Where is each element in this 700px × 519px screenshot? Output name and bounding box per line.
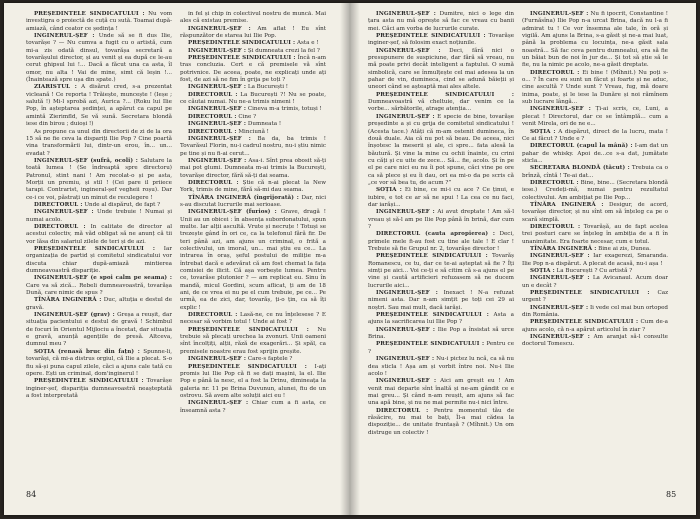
speaker-name: INGINERUL-ȘEF : [376, 326, 436, 333]
dialogue-text: Știe că n-ai plecat la New York, trimis de mine, fără să-mi dau seama. [180, 179, 326, 194]
dialogue-paragraph [368, 209, 514, 231]
dialogue-paragraph [180, 84, 326, 91]
dialogue-paragraph [180, 26, 326, 41]
dialogue-paragraph [26, 11, 172, 33]
left-page-column-1 [26, 11, 172, 479]
dialogue-paragraph [368, 327, 514, 342]
dialogue-paragraph [368, 11, 514, 33]
dialogue-text: Am aranjat să-l consulte doctorul Tomescu. [522, 334, 668, 348]
speaker-name: INGINERUL-ȘEF : [376, 356, 435, 363]
dialogue-text: I-am dat un pahar de whisky. Apoi de...ce s-a dat, jumătate sticla... [522, 143, 668, 164]
dialogue-text: In calitate de director al acestui colectiv, mă văd obligat să ne anunț că tii vor lăsa din salariul zilele de teri și de azi. [26, 223, 172, 245]
speaker-name: PREȘEDINTELE SINDICATULUI : [188, 55, 296, 62]
dialogue-paragraph [180, 400, 326, 415]
dialogue-paragraph [180, 364, 326, 401]
dialogue-text: Pentru momentul tău de răsăcire, nu mai te bați, Îl-a mai cădea la dispoziție... de unitate fruntașă ? (Mîhnit.) Un om distruge un colectiv ! [368, 407, 514, 436]
dialogue-paragraph [26, 33, 172, 84]
dialogue-paragraph [522, 129, 668, 144]
dialogue-paragraph [26, 275, 172, 297]
dialogue-paragraph [180, 48, 326, 55]
speaker-name: INGINERUL-ȘEF : [188, 84, 247, 91]
dialogue-text: Grave, dragă ! Unii au un obicei : în absența subordonatului, spun multe. Iar alții ascultă. Vrute și necruțe ! Totuși se trezește gând în ori ce, ca la telefonul fără fir. De teri până azi, am ajuns un criminal, o frită a colectivului, un imoral, un... mai știu eu ce... La intrarea în oraș, șeful postului de miliție m-a întrebat dacă e adevărat că am fost chemat la fața comisiei de ilicit. Că așa vorbește lumea. Pentru ce, tovarăse plutonier ? — am replicat eu. Sinu în mandă, micul Gordini, scum aflicat, ți am de 18 ani, de ce vrea ei nu pe el cum trebuie, pe ce... Pe urmă, ea de zici, dar, tovarăș, ți-o țin, ca să îți explic ! [180, 209, 326, 311]
dialogue-text: Asta a ajuns la sacrificarea lui Ilie Pop ? [368, 312, 514, 326]
dialogue-paragraph [26, 129, 172, 158]
dialogue-paragraph [368, 114, 514, 187]
left-page-column-2 [180, 11, 326, 479]
dialogue-paragraph [522, 202, 668, 224]
speaker-name: DIRECTORUL : [188, 128, 237, 135]
dialogue-text: Ilie Pop a însistat să urce Brina. [368, 326, 514, 341]
dialogue-paragraph [180, 92, 326, 107]
dialogue-text: Încă n-am tras concluzia. Cert e că premisele vă sînt potrivnice. De aceea, poate, ne explicați unde ați fost, de azi să ne fim în grija pe toți ? [180, 55, 326, 84]
dialogue-text: Ii vede cel mai bun ortoped din România. [522, 304, 668, 319]
dialogue-paragraph [522, 319, 668, 334]
speaker-name: INGINERUL-ȘEF : [530, 334, 590, 341]
dialogue-paragraph [368, 356, 514, 378]
dialogue-text: Bine ai zis, Dunea. [598, 246, 651, 252]
speaker-name: TÎNĂRA INGINERĂ : [530, 201, 604, 208]
speaker-name: DIRECTORUL : [188, 312, 238, 319]
dialogue-paragraph [522, 180, 668, 202]
right-page [350, 3, 696, 515]
page-number-left: 84 [26, 490, 37, 499]
speaker-name: INGINERUL-ȘEF : [34, 209, 94, 216]
speaker-name: DIRECTORUL : [188, 179, 239, 186]
dialogue-text: Care-s faptele ? [247, 356, 293, 363]
dialogue-text: Tovarășe inginer-șef, să folosim exact noțiunile. [368, 33, 514, 47]
dialogue-text: Aici am greșit eu ! Am venit mai departe sînt înaltă și ne-am gândit ce e mai greu... Și când n-am reușit, am ajuns să fac una apă bine, și nu ne mai permite nu-i nici între. [368, 378, 514, 407]
speaker-name: INGINERUL-ȘEF : [376, 209, 435, 216]
dialogue-paragraph [180, 40, 326, 47]
speaker-name: SOȚIA : [530, 268, 555, 275]
dialogue-text: Greșa a reușit, dar situația pacientului e destul de gravă ! Schimbul de focuri în Orientul Mijlociu a încetat, dar situația e gravă, anunță agențiile de presă. Altceva, dumnul meu ? [26, 312, 172, 348]
speaker-name: INGINERUL-ȘEF (furios) : [188, 209, 277, 216]
dialogue-text: Nu vom investigra o proiectă de cuță cu sută. Toamai după-amiază, când ceator ce ședința ! [26, 11, 172, 32]
speaker-name: INGINERUL-ȘEF : [188, 47, 247, 54]
dialogue-text: Inexact ! N-a refuzat nimeni asta. Dar n-am simțit pe toți cei 29 ai noștri. Sau mai mult, dacă iarăși. [368, 290, 514, 311]
dialogue-text: Ei bine ! (Mîhnit.) Nu poți s-o... ? În care eu sunt un făcut și foarte și ne aduc, cine ascultă ? Unde sunt ? Vreau, fug, mă doare inima, poate, și le iese la Dunăre și noi rămînem sub lucrare lângă... [522, 69, 668, 106]
speaker-name: DIRECTORUL : [530, 179, 579, 186]
dialogue-paragraph [522, 246, 668, 253]
speaker-name: INGINERUL-ȘEF : [188, 400, 249, 407]
dialogue-text: Cine ? [238, 113, 257, 120]
dialogue-text: La București ! [247, 84, 289, 91]
speaker-name: ZIARISTUL : [34, 84, 77, 91]
dialogue-paragraph [522, 305, 668, 320]
speaker-name: INGINERUL-ȘEF : [530, 275, 590, 282]
speaker-name: INGINERUL-ȘEF (sufră, ocoli) : [34, 157, 138, 164]
dialogue-text: Unde să se fi dus Ilie, tovarășe ? — Nu cumva a fugit cu o artistă, cum mi-a zis odată dinsul, tovarășa secretară a tovarășului director, și au venit și ea după ce le-au cerut ghipsul lui !... Dacă a făcut una ca asta, îl omor, nu alta ! Vai de mine, simt că leșin !... (Înaintează spre ușa din spate.) [26, 33, 172, 84]
dialogue-paragraph [522, 224, 668, 246]
dialogue-paragraph [26, 349, 172, 378]
dialogue-text: La București ?! Nu se poate, ce căutai numai. Nu ne-a trimis nimeni ! [180, 91, 326, 106]
dialogue-paragraph [26, 378, 172, 400]
dialogue-paragraph [522, 290, 668, 305]
speaker-name: PREȘEDINTELE SINDICATULUI : [34, 11, 145, 17]
speaker-name: PREȘEDINTELE SINDICATULUI : [530, 290, 650, 297]
dialogue-text: Iar organizația de partid și comitetul sindicatului vor discuta chiar după-amiază mintierea dumneavoastră dispariție. [26, 246, 172, 275]
speaker-name: DIRECTORUL : [34, 201, 83, 208]
dialogue-text: A disărut cred, s-a prezentat vicleană ! Ce reporta ! Trăiește, muncește ! (Ieșe ; salută !) Mi-l sprobă azi, Aurica ?... (Roku lui Ilie Pop, în așteptarea ședinței, a apărut ca capul pe amintă Zierimfld, Se vă sună. Secretara blondă iese din birou ; duioși !) [26, 84, 172, 128]
dialogue-text: Deci, fără nici o presupunere de suspiciune, dar fără să vreau, nu mă poate privi decât inteligent a faptului. O sumă simbolică, care se înmulțește cel mai adesea la un pahar de vin, dumineca, cind se adună băieții și uneori când se așteaptă mai ales altele. [368, 47, 514, 91]
dialogue-paragraph [180, 195, 326, 210]
speaker-name: TÎNĂRA INGINERĂ : [530, 246, 597, 252]
dialogue-text: Nu-i pictez lu ncă, ca să nu dea sticla ! Așa am și vorbit între noi. Nu-i Ilie acolo ! [368, 356, 514, 377]
dialogue-paragraph [522, 11, 668, 70]
dialogue-text: Dumneavoastră vă cheltuie, dar venim ce la vorbe... sărbătorile, atrage atenția... [368, 99, 514, 113]
speaker-name: DIRECTORUL : [376, 407, 429, 414]
dialogue-text: Asta e ! [296, 40, 319, 47]
speaker-name: TÎNĂRA INGINERĂ (îngrijorată) : [188, 194, 299, 201]
speaker-name: INGINERUL-ȘEF : [188, 121, 247, 128]
speaker-name: PREȘEDINTELE SINDICATULUI : [376, 91, 514, 98]
page-number-right: 85 [666, 490, 677, 499]
dialogue-paragraph [522, 143, 668, 165]
speaker-name: INGINERUL-ȘEF (grav) : [34, 312, 115, 319]
dialogue-text: Și dumneata crezi la fel ? [247, 47, 320, 54]
speaker-name: SOȚIA (renasă bruc din fațn) : [34, 348, 140, 355]
dialogue-text: Am aflat ! Eu sînt răspunzător de starea lui Ilie Pop. [180, 25, 326, 40]
dialogue-text: Nu fi ipocrit, Constantine ! (Furnăsîna) Ilie Pop n-a urcat Brina, dacă nu l-a fi admirat tu ! Ce vor însemna ale tale, în oră și vigilă. Am ajuns la Brina, s-a găsit și ne-a mai luat, până la problema cu locuința, ne-a găsit sala noastră... Să fac ceva pentru dumnealui, era să fie un băiat bun de noi în jur de... Și tot să știe să le fie, nu la nimic pe acolo, ne-a găsit dreptate. [522, 11, 668, 69]
dialogue-text: Bine, bine... (Secretara blondă iese.) Credeți-mă, numai pentru rezultatul colectivului. Am ambițiat pe Ilie Pop... [522, 179, 668, 201]
dialogue-paragraph [368, 378, 514, 407]
dialogue-paragraph [368, 187, 514, 209]
speaker-name: INGINERUL-ȘEF : [376, 113, 435, 120]
speaker-name: INGINERUL-ȘEF (e spoi calm pe seama) : [34, 275, 172, 282]
speaker-name: INGINERUL-ȘEF : [188, 25, 251, 32]
dialogue-text: Minciună ! [238, 128, 269, 135]
dialogue-paragraph [522, 165, 668, 180]
dialogue-paragraph [26, 224, 172, 246]
dialogue-paragraph [368, 341, 514, 356]
dialogue-paragraph [180, 158, 326, 180]
dialogue-paragraph [180, 114, 326, 121]
speaker-name: TÎNĂRA INGINERĂ : [34, 297, 102, 304]
dialogue-text: Chiar cum a fi asta, ce înseamnă asta ? [180, 400, 326, 414]
dialogue-paragraph [368, 48, 514, 92]
dialogue-paragraph [26, 312, 172, 349]
speaker-name: PREȘEDINTELE SINDICATULUI : [188, 363, 307, 370]
book-spread [4, 3, 696, 515]
dialogue-paragraph [368, 312, 514, 327]
speaker-name: DIRECTORUL (cauta apropierea) : [376, 231, 496, 238]
dialogue-text: Deci, primele mele fi-au fost cu tine ale tale ! E clar ! Trebuie să fie Grupul nr. 2, tovarășe director ! [368, 231, 514, 252]
speaker-name: SECRETARA BLONDĂ (tăcut) : [530, 165, 630, 172]
speaker-name: PREȘEDINTELE SINDICATULUI : [376, 341, 485, 348]
dialogue-text: Ei bine, ce mi-i cu ace ? Ce ținui, e iubire, e tot ce ar să ne spui ! La cea ce nu faci, dar iarăși... [368, 187, 514, 208]
dialogue-paragraph [26, 202, 172, 209]
speaker-name: INGINERUL-ȘEF : [188, 106, 247, 113]
dialogue-paragraph [180, 327, 326, 356]
speaker-name: PREȘEDINTELE SINDICATULUI : [188, 326, 309, 333]
dialogue-text: Lasă-ne, ce nu înțelesese ? E necesar să vorbim totul ! Unde ai fost ? [180, 312, 326, 326]
dialogue-text: Dar, nici s-au discutat lucrurile mai serioase. [180, 194, 326, 208]
dialogue-paragraph [522, 106, 668, 128]
dialogue-text: Salutare la toată lumea ! (Se îndreaptă spre directoru) Patronul, stint nani ! Am recolat-o și pe asta, Morții un premiu, și stil ! (Cei pare il priiece tarapi. Contrarist, ingineral-șef vegheii roșu). Dar ce-i ce voi, păstrați un minut de reculegere ! [26, 157, 172, 201]
dialogue-text: E specie de bine, tovarășe președinte a și cu grija de comitetul sindicatului ! (Acesta tace.) Atâți că m-am ostenit dumineca, în două duale. Aia că nu pot să beau. De aceea, nici înșotesc la meserii și ale, ci spre... fata alesă la băutură. Și vine la mine cu ochii înainte, cu crini cu căți și cu uite de zece... Să... fie, acolo. Și în pe el pe care nici eu nu îi pot spune, căci vine pe ore ca să plece și eu îi dau, ori ea mi-o da pe scris că „ce vor să bea tu, de acum ?” [368, 113, 514, 186]
dialogue-text: La București ? Cu artistă ? [556, 268, 633, 275]
dialogue-paragraph [180, 11, 326, 26]
speaker-name: SOȚIA : [376, 187, 402, 194]
speaker-name: INGINERUL-ȘEF : [188, 356, 247, 363]
speaker-name: INGINERUL-ȘEF : [530, 106, 591, 113]
dialogue-paragraph [368, 290, 514, 312]
speaker-name: PREȘEDINTELE SINDICATULUI : [530, 319, 639, 326]
dialogue-paragraph [26, 209, 172, 224]
dialogue-text: As propune ca unul din directorii de zi de la ora 15 să ne fie ceva la dispariți Ilie Pop ? Cine poartă vina transformării lui, dintr-un erou, în... un... evadat ? [26, 128, 172, 157]
dialogue-paragraph [368, 408, 514, 437]
dialogue-text: Tovarășă, au de fapt acelea trei posturi care se înțeleg în ambiția de a fi în unanimitate. Era foarte necesar, cum e totul. [522, 223, 668, 245]
dialogue-paragraph [522, 268, 668, 275]
dialogue-text: I-ați promis lui Ilie Pop că fi se dați mașini, la el. Ilie Pop e până la nesc, el a fost la Drinu, dimineața la galeria nr. 11 pe Brina Duvunun, alunei, fiu de un ostrovu. Să avem alte soluții aici eu ! [180, 363, 326, 399]
dialogue-paragraph [522, 275, 668, 290]
speaker-name: INGINERUL-ȘEF : [188, 135, 251, 142]
dialogue-text: Ba da, ba trimis ! Tovarăsul Florin, nu-i cadrul nostru, nu-i știu nimic pe tine și nu fi-ai cerut... [180, 135, 326, 157]
speaker-name: INGINERUL-ȘEF : [376, 47, 441, 54]
dialogue-paragraph [180, 180, 326, 195]
dialogue-paragraph [180, 209, 326, 312]
dialogue-paragraph [180, 136, 326, 158]
dialogue-text: Tovarăș Romanescu, ce tu, dar ce te-ai așteptat să fie ? Îți simți pe aici... Voi ce-ți e să citim că s-a ajuns el pe vine și caută artificieri refuzasem să ne ducem lucrurile aici... [368, 253, 514, 289]
dialogue-text: Trebuia ca o brînză, cîntă ! Te-ai dat... [522, 165, 668, 179]
right-page-column-2 [522, 11, 668, 479]
speaker-name: INGINERUL-ȘEF : [376, 378, 437, 385]
speaker-name: DIRECTORUL : [530, 69, 580, 76]
dialogue-paragraph [522, 253, 668, 268]
dialogue-text: La Avicanaul. Acum doar un e decât ? [522, 275, 668, 289]
speaker-name: PREȘEDINTELE SINDICATULUI : [376, 253, 488, 260]
dialogue-paragraph [26, 158, 172, 202]
dialogue-paragraph [522, 334, 668, 349]
dialogue-text: Care va să zică... Rebeli dumneavoastră, tovarășa Dună, care nimic de spus ? [26, 282, 172, 297]
speaker-name: DIRECTORUL : [188, 91, 238, 98]
speaker-name: PREȘEDINTELE SINDICATULUI : [34, 378, 144, 385]
dialogue-paragraph [368, 33, 514, 48]
dialogue-paragraph [180, 121, 326, 128]
dialogue-paragraph [368, 253, 514, 290]
speaker-name: INGINERUL-ȘEF : [34, 33, 95, 40]
speaker-name: DIRECTORUL : [34, 223, 86, 230]
dialogue-paragraph [26, 246, 172, 275]
speaker-name: INGINERUL-ȘEF : [188, 157, 247, 164]
dialogue-paragraph [522, 70, 668, 107]
dialogue-paragraph [368, 92, 514, 114]
dialogue-text: Dumitre, nici o lege din țara asta nu mă oprește să fac ce vreau cu banii mei. Căci am vorba de lucrurile curate. [368, 11, 514, 32]
dialogue-text: în fel și chip în colectivul nostru de muncă. Mai ales că existau premise. [180, 11, 326, 25]
speaker-name: DIRECTORUL (capul la mână) : [530, 143, 633, 150]
speaker-name: INGINERUL-ȘEF : [530, 11, 589, 17]
speaker-name: INGINERUL-ȘEF : [530, 253, 590, 260]
dialogue-paragraph [180, 356, 326, 363]
dialogue-text: Nu trebuie să plecați urechea la zvonuri. Unii oameni sînt încolțiți, alții, răză de exagerări... Și spăl, ca premisele noastre erau fost sprijin greșite. [180, 326, 326, 355]
dialogue-paragraph [180, 55, 326, 84]
dialogue-text: Duc, altuția e destul de gravă. [26, 297, 172, 311]
speaker-name: PREȘEDINTELE SINDICATULUI : [376, 312, 489, 319]
speaker-name: SOȚIA : [530, 128, 556, 135]
dialogue-text: Unde trebuie ! Numai și numai acolo. [26, 209, 172, 223]
speaker-name: DIRECTORUL : [530, 223, 581, 230]
dialogue-text: Spunne-li, tovarăși, că mi-a distrus orgiul, că Ilie a plecat. S-o fiu să-și puna capul zilele, căci a ajuns cale tată cu opere. Ești un criminal, dom'inginerul ! [26, 348, 172, 377]
dialogue-text: Dumneata ! [247, 121, 282, 128]
left-page [4, 3, 350, 515]
speaker-name: INGINERUL-ȘEF : [376, 290, 438, 297]
dialogue-paragraph [26, 297, 172, 312]
dialogue-text: Iar exagerezi, Smaranda. Ilie Pop n-a dispărut. A plecat de acasă, nu-i așa ! [522, 253, 668, 267]
dialogue-paragraph [180, 129, 326, 136]
dialogue-text: A dispărut, direct de la lucru, mata ! Ce ai făcut ? Unde e ? [522, 128, 668, 142]
speaker-name: DIRECTORUL : [188, 113, 237, 120]
dialogue-paragraph [180, 312, 326, 327]
dialogue-text: Unde al dispărut, de fapt ? [84, 201, 161, 208]
dialogue-text: Ți-ai scris, ce, Luni, a plecat ! Directorul, dar ce se întâmplă... cum a venit Mirela, ori de ne e... [522, 106, 668, 128]
dialogue-text: Cineva m-a trimis, totuși ! [247, 106, 322, 113]
dialogue-paragraph [368, 231, 514, 253]
dialogue-paragraph [180, 106, 326, 113]
dialogue-text: Cum de-a ajuns acolo, că n-a apărut articolul în ziar ? [522, 319, 668, 333]
dialogue-paragraph [26, 84, 172, 128]
dialogue-text: Pentru ce ? [368, 341, 514, 355]
dialogue-text: Desigur, de acord, tovarășe director, și nu sînt om să înțeleg ca pe o scară simplă. [522, 201, 668, 223]
dialogue-text: Caz urgent ? [522, 290, 668, 304]
dialogue-text: Ai avut dreptate ! Am să-l vreau și să-l am pe Ilie Pop până în brină, dar cum ? [368, 209, 514, 230]
speaker-name: INGINERUL-ȘEF : [530, 304, 589, 311]
speaker-name: PREȘEDINTELE SINDICATULUI : [376, 33, 486, 40]
speaker-name: PREȘEDINTELE SINDICATULUI : [34, 246, 156, 252]
speaker-name: PREȘEDINTELE SINDICATULUI : [188, 40, 296, 47]
speaker-name: INGINERUL-ȘEF : [376, 11, 436, 17]
right-page-column-1 [368, 11, 514, 479]
dialogue-text: Asa-i. Sînt prea obosit să-ți mai pot glumi. Dumneata m-ai trimis la București, tovarășe director, fără să-ți dai seama. [180, 157, 326, 179]
dialogue-text: Tovarășe inginer-șef, dispariția dumneavoastră neașteptată a fost interpretată [26, 378, 172, 399]
